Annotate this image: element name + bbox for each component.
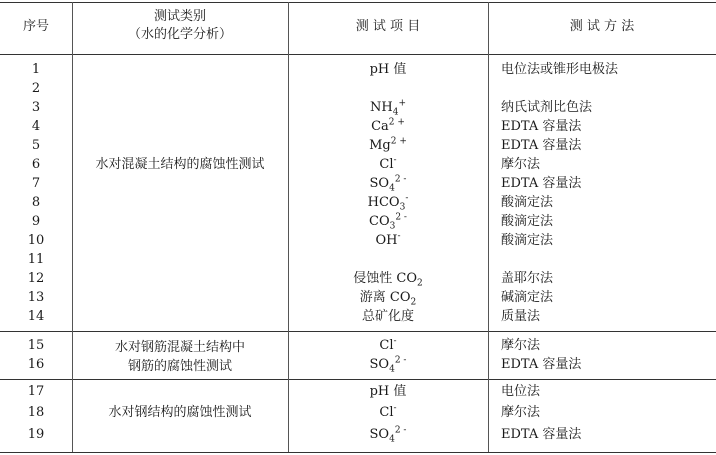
row-method: 酸滴定法	[501, 195, 554, 210]
row-item-subscript: 2	[410, 297, 417, 308]
row-seq: 12	[27, 271, 45, 286]
row-item-text: Cl	[379, 157, 394, 172]
row-item-text: 侵蚀性 CO	[353, 271, 417, 286]
category-line: 水对钢筋混凝土结构中	[114, 340, 245, 355]
row-seq: 17	[27, 384, 45, 399]
row-item	[288, 119, 488, 135]
row-item	[288, 62, 488, 78]
row-method: 摩尔法	[501, 338, 541, 353]
row-method: 盖耶尔法	[501, 271, 554, 286]
row-method: 摩尔法	[501, 157, 541, 172]
row-item-superscript: -	[393, 155, 397, 166]
row-item	[288, 338, 488, 354]
row-seq: 15	[27, 338, 45, 353]
row-item-text: pH 值	[369, 384, 407, 399]
row-item	[288, 427, 488, 443]
row-item-text: Cl	[379, 338, 394, 353]
row-item	[288, 157, 488, 173]
row-item-superscript: 2 -	[395, 212, 407, 223]
row-seq: 2	[31, 81, 41, 96]
row-item	[288, 214, 488, 230]
header-item: 测 试 项 目	[355, 19, 421, 34]
category-group-2	[72, 338, 288, 376]
bottom-rule	[0, 452, 716, 453]
row-item-text: 游离 CO	[359, 290, 411, 305]
row-seq: 10	[27, 233, 45, 248]
category-line: 钢筋的腐蚀性测试	[127, 359, 232, 374]
row-seq: 13	[27, 290, 45, 305]
row-method: 质量法	[501, 309, 541, 324]
row-item-text: HCO	[367, 195, 400, 210]
row-item	[288, 405, 488, 421]
row-method: 酸滴定法	[501, 233, 554, 248]
row-item-subscript: 3	[389, 221, 396, 232]
row-item-subscript: 4	[389, 183, 395, 194]
group1-rule	[0, 331, 716, 332]
row-item-text: Mg	[369, 138, 391, 153]
header-category-line1: 测试类别	[153, 9, 206, 24]
row-item-superscript: 2 +	[388, 117, 405, 128]
row-item-subscript: 4	[389, 434, 395, 445]
col-divider-1	[72, 2, 73, 452]
group2-rule	[0, 379, 716, 380]
row-item-text: SO	[369, 357, 390, 372]
row-item-superscript: 2 -	[394, 425, 407, 436]
row-method: EDTA 容量法	[501, 357, 582, 372]
row-item-text: SO	[369, 176, 390, 191]
row-seq: 1	[31, 62, 41, 77]
row-item-superscript: 2 -	[394, 355, 407, 366]
row-seq: 16	[27, 357, 45, 372]
row-method: 酸滴定法	[501, 214, 554, 229]
row-item-superscript: -	[405, 193, 409, 204]
category-line: 水对钢结构的腐蚀性测试	[108, 405, 252, 420]
row-seq: 3	[31, 100, 41, 115]
header-category	[72, 8, 288, 44]
row-item-text: NH	[370, 100, 393, 115]
row-method: EDTA 容量法	[501, 427, 582, 442]
row-seq: 6	[31, 157, 41, 172]
row-item	[288, 138, 488, 154]
row-item	[288, 384, 488, 400]
row-seq: 4	[31, 119, 41, 134]
row-seq: 19	[27, 427, 45, 442]
row-method: EDTA 容量法	[501, 119, 582, 134]
row-item-subscript: 2	[417, 278, 423, 289]
row-method: EDTA 容量法	[501, 176, 582, 191]
row-seq: 11	[27, 252, 45, 267]
row-item-text: Cl	[379, 405, 394, 420]
row-seq: 9	[31, 214, 41, 229]
row-seq: 8	[31, 195, 41, 210]
header-rule	[0, 54, 716, 55]
row-item	[288, 309, 488, 325]
row-method: 碱滴定法	[501, 290, 554, 305]
row-seq: 14	[27, 309, 45, 324]
row-item-text: OH	[375, 233, 398, 248]
row-item-superscript: -	[397, 231, 401, 242]
row-item	[288, 290, 488, 306]
row-item-text: CO	[369, 214, 390, 229]
row-item-subscript: 4	[389, 364, 395, 375]
row-item-text: Ca	[371, 119, 389, 134]
top-rule	[0, 2, 716, 3]
row-item-superscript: -	[393, 336, 397, 347]
row-seq: 18	[27, 405, 45, 420]
row-method: 摩尔法	[501, 405, 541, 420]
row-item-text: 总矿化度	[361, 309, 414, 324]
row-item	[288, 233, 488, 249]
row-item	[288, 100, 488, 116]
row-item-superscript: 2 -	[394, 174, 407, 185]
row-method: 电位法	[501, 384, 541, 399]
row-item	[288, 176, 488, 192]
category-line: 水对混凝土结构的腐蚀性测试	[95, 157, 265, 172]
row-item-text: SO	[369, 427, 390, 442]
row-item	[288, 195, 488, 211]
row-method: 电位法或锥形电极法	[501, 62, 619, 77]
header-category-line2: （水的化学分析）	[127, 27, 232, 42]
category-group-3	[72, 405, 288, 421]
row-item-text: pH 值	[369, 62, 407, 77]
row-method: EDTA 容量法	[501, 138, 582, 153]
row-item-superscript: 2 +	[390, 136, 407, 147]
row-seq: 7	[31, 176, 41, 191]
col-divider-3	[488, 2, 489, 452]
row-item	[288, 271, 488, 287]
row-seq: 5	[31, 138, 41, 153]
row-item-superscript: +	[398, 98, 406, 109]
row-method: 纳氏试剂比色法	[501, 100, 593, 115]
header-seq: 序号	[22, 19, 49, 34]
row-item	[288, 357, 488, 373]
category-group-1	[72, 157, 288, 173]
header-method: 测 试 方 法	[569, 19, 635, 34]
row-item-subscript: 4	[392, 107, 399, 118]
row-item-subscript: 3	[399, 202, 406, 213]
row-item-superscript: -	[393, 403, 397, 414]
